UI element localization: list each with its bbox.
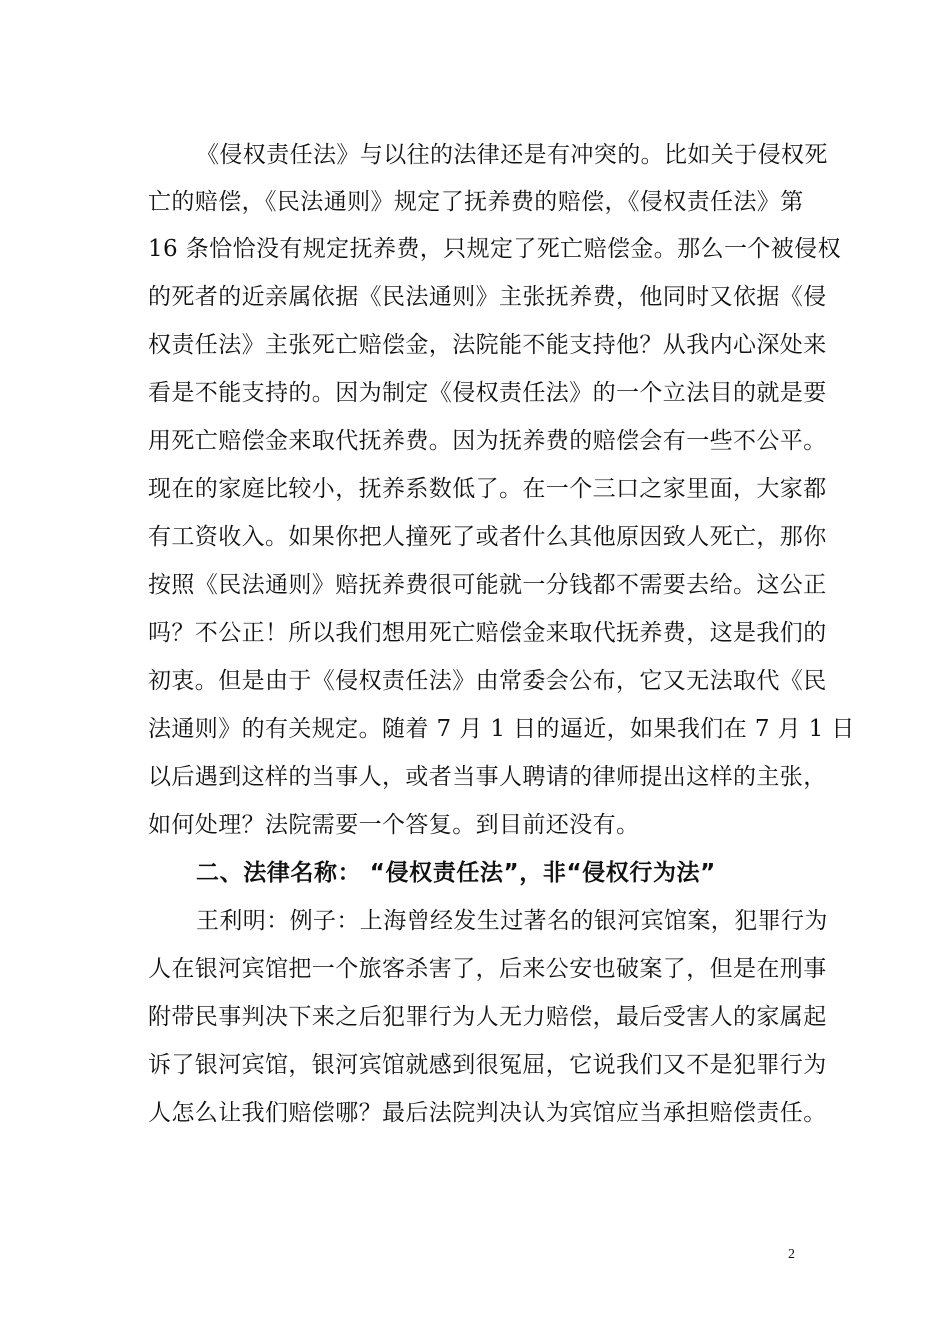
section-heading: 二、法律名称： “侵权责任法”，非“侵权行为法” [196, 860, 716, 886]
paragraph-line: 附带民事判决下来之后犯罪行为人无力赔偿，最后受害人的家属起 [148, 1004, 827, 1030]
paragraph-line: 人在银河宾馆把一个旅客杀害了，后来公安也破案了，但是在刑事 [148, 956, 827, 982]
paragraph-line: 人怎么让我们赔偿哪？最后法院判决认为宾馆应当承担赔偿责任。 [148, 1100, 827, 1126]
paragraph-line: 用死亡赔偿金来取代抚养费。因为抚养费的赔偿会有一些不公平。 [148, 428, 827, 454]
paragraph-line: 吗？不公正！所以我们想用死亡赔偿金来取代抚养费，这是我们的 [148, 620, 827, 646]
paragraph-line: 现在的家庭比较小，抚养系数低了。在一个三口之家里面，大家都 [148, 476, 827, 502]
paragraph-line: 诉了银河宾馆，银河宾馆就感到很冤屈，它说我们又不是犯罪行为 [148, 1052, 827, 1078]
paragraph-line: 法通则》的有关规定。随着 7 月 1 日的逼近，如果我们在 7 月 1 日 [148, 716, 855, 742]
paragraph-line: 初衷。但是由于《侵权责任法》由常委会公布，它又无法取代《民 [148, 668, 827, 694]
paragraph-line: 按照《民法通则》赔抚养费很可能就一分钱都不需要去给。这公正 [148, 572, 827, 598]
paragraph-line: 如何处理？法院需要一个答复。到目前还没有。 [148, 812, 640, 838]
paragraph-line: 《侵权责任法》与以往的法律还是有冲突的。比如关于侵权死 [196, 142, 828, 168]
paragraph-line: 16 条恰恰没有规定抚养费，只规定了死亡赔偿金。那么一个被侵权 [148, 236, 841, 262]
paragraph-line: 的死者的近亲属依据《民法通则》主张抚养费，他同时又依据《侵 [148, 284, 827, 310]
paragraph-line: 以后遇到这样的当事人，或者当事人聘请的律师提出这样的主张， [148, 764, 827, 790]
paragraph-line: 权责任法》主张死亡赔偿金，法院能不能支持他？从我内心深处来 [148, 332, 827, 358]
paragraph-line: 王利明：例子：上海曾经发生过著名的银河宾馆案，犯罪行为 [196, 908, 828, 934]
paragraph-line: 亡的赔偿，《民法通则》规定了抚养费的赔偿，《侵权责任法》第 [148, 189, 804, 215]
paragraph-line: 看是不能支持的。因为制定《侵权责任法》的一个立法目的就是要 [148, 380, 827, 406]
paragraph-line: 有工资收入。如果你把人撞死了或者什么其他原因致人死亡，那你 [148, 524, 827, 550]
page-number: 2 [788, 1247, 795, 1262]
